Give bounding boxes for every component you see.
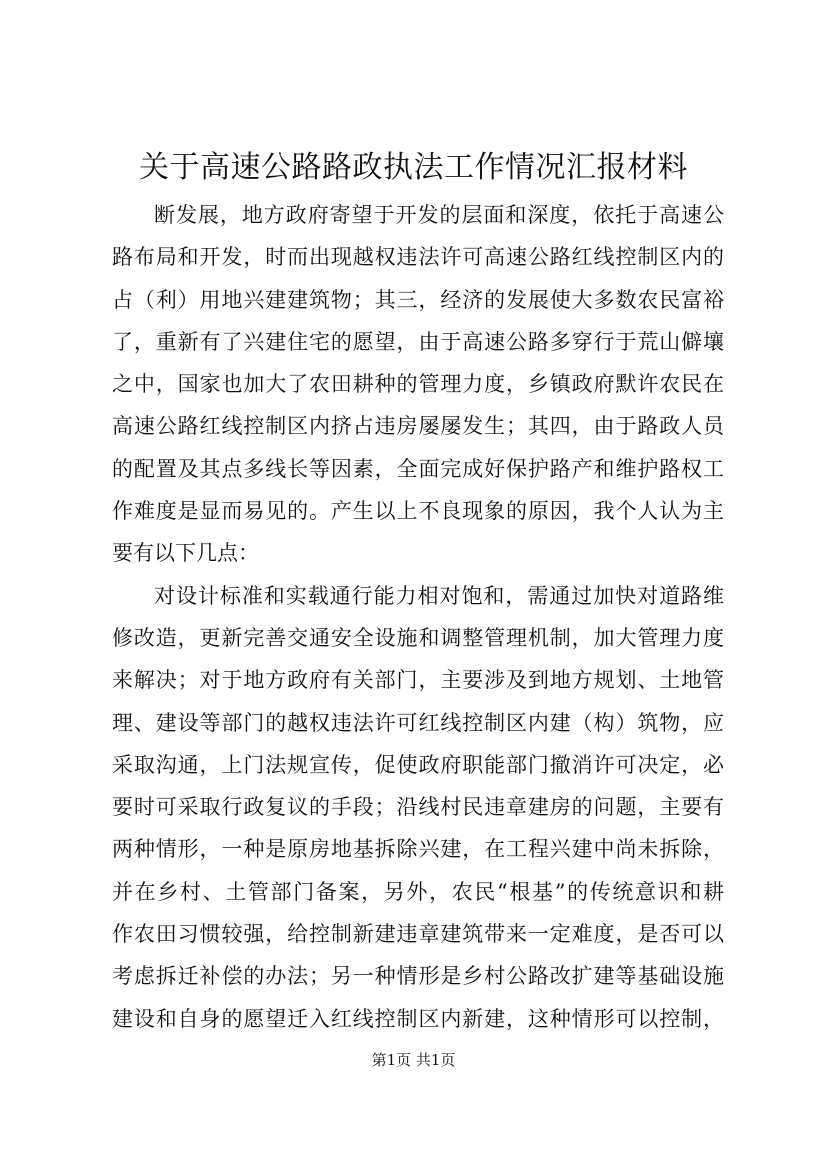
document-title: 关于高速公路路政执法工作情况汇报材料 bbox=[139, 150, 688, 185]
text-line: 修改造，更新完善交通安全设施和调整管理机制，加大管理力度 bbox=[112, 625, 724, 650]
text-line: 对设计标准和实载通行能力相对饱和，需通过加快对道路维 bbox=[154, 583, 724, 608]
text-line: 两种情形，一种是原房地基拆除兴建，在工程兴建中尚未拆除， bbox=[112, 837, 724, 862]
text-line: 的配置及其点多线长等因素，全面完成好保护路产和维护路权工 bbox=[112, 456, 724, 481]
text-line: 并在乡村、土管部门备案，另外，农民“根基”的传统意识和耕 bbox=[112, 879, 724, 904]
text-line: 路布局和开发，时而出现越权违法许可高速公路红线控制区内的 bbox=[112, 245, 724, 270]
text-line: 来解决；对于地方政府有关部门，主要涉及到地方规划、土地管 bbox=[112, 668, 724, 693]
text-line: 考虑拆迁补偿的办法；另一种情形是乡村公路改扩建等基础设施 bbox=[112, 964, 724, 989]
paragraph-1 bbox=[112, 194, 724, 575]
text-line: 了，重新有了兴建住宅的愿望，由于高速公路多穿行于荒山僻壤 bbox=[112, 329, 724, 354]
text-line: 作难度是显而易见的。产生以上不良现象的原因，我个人认为主 bbox=[112, 499, 724, 524]
paragraph-2 bbox=[112, 575, 724, 1040]
text-line: 断发展，地方政府寄望于开发的层面和深度，依托于高速公 bbox=[154, 203, 724, 227]
text-line: 建设和自身的愿望迁入红线控制区内新建，这种情形可以控制， bbox=[112, 1006, 724, 1031]
page-number-footer: 第1页 共1页 bbox=[371, 1051, 456, 1069]
text-line: 作农田习惯较强，给控制新建违章建筑带来一定难度，是否可以 bbox=[112, 922, 724, 947]
document-body bbox=[112, 194, 724, 1040]
text-line: 要有以下几点： bbox=[112, 541, 259, 566]
text-line: 采取沟通，上门法规宣传，促使政府职能部门撤消许可决定，必 bbox=[112, 752, 724, 777]
text-line: 理、建设等部门的越权违法许可红线控制区内建（构）筑物，应 bbox=[112, 710, 724, 735]
text-line: 占（利）用地兴建建筑物；其三，经济的发展使大多数农民富裕 bbox=[112, 287, 724, 312]
text-line: 要时可采取行政复议的手段；沿线村民违章建房的问题，主要有 bbox=[112, 795, 724, 820]
text-line: 高速公路红线控制区内挤占违房屡屡发生；其四，由于路政人员 bbox=[112, 414, 724, 439]
text-line: 之中，国家也加大了农田耕种的管理力度，乡镇政府默许农民在 bbox=[112, 372, 724, 397]
